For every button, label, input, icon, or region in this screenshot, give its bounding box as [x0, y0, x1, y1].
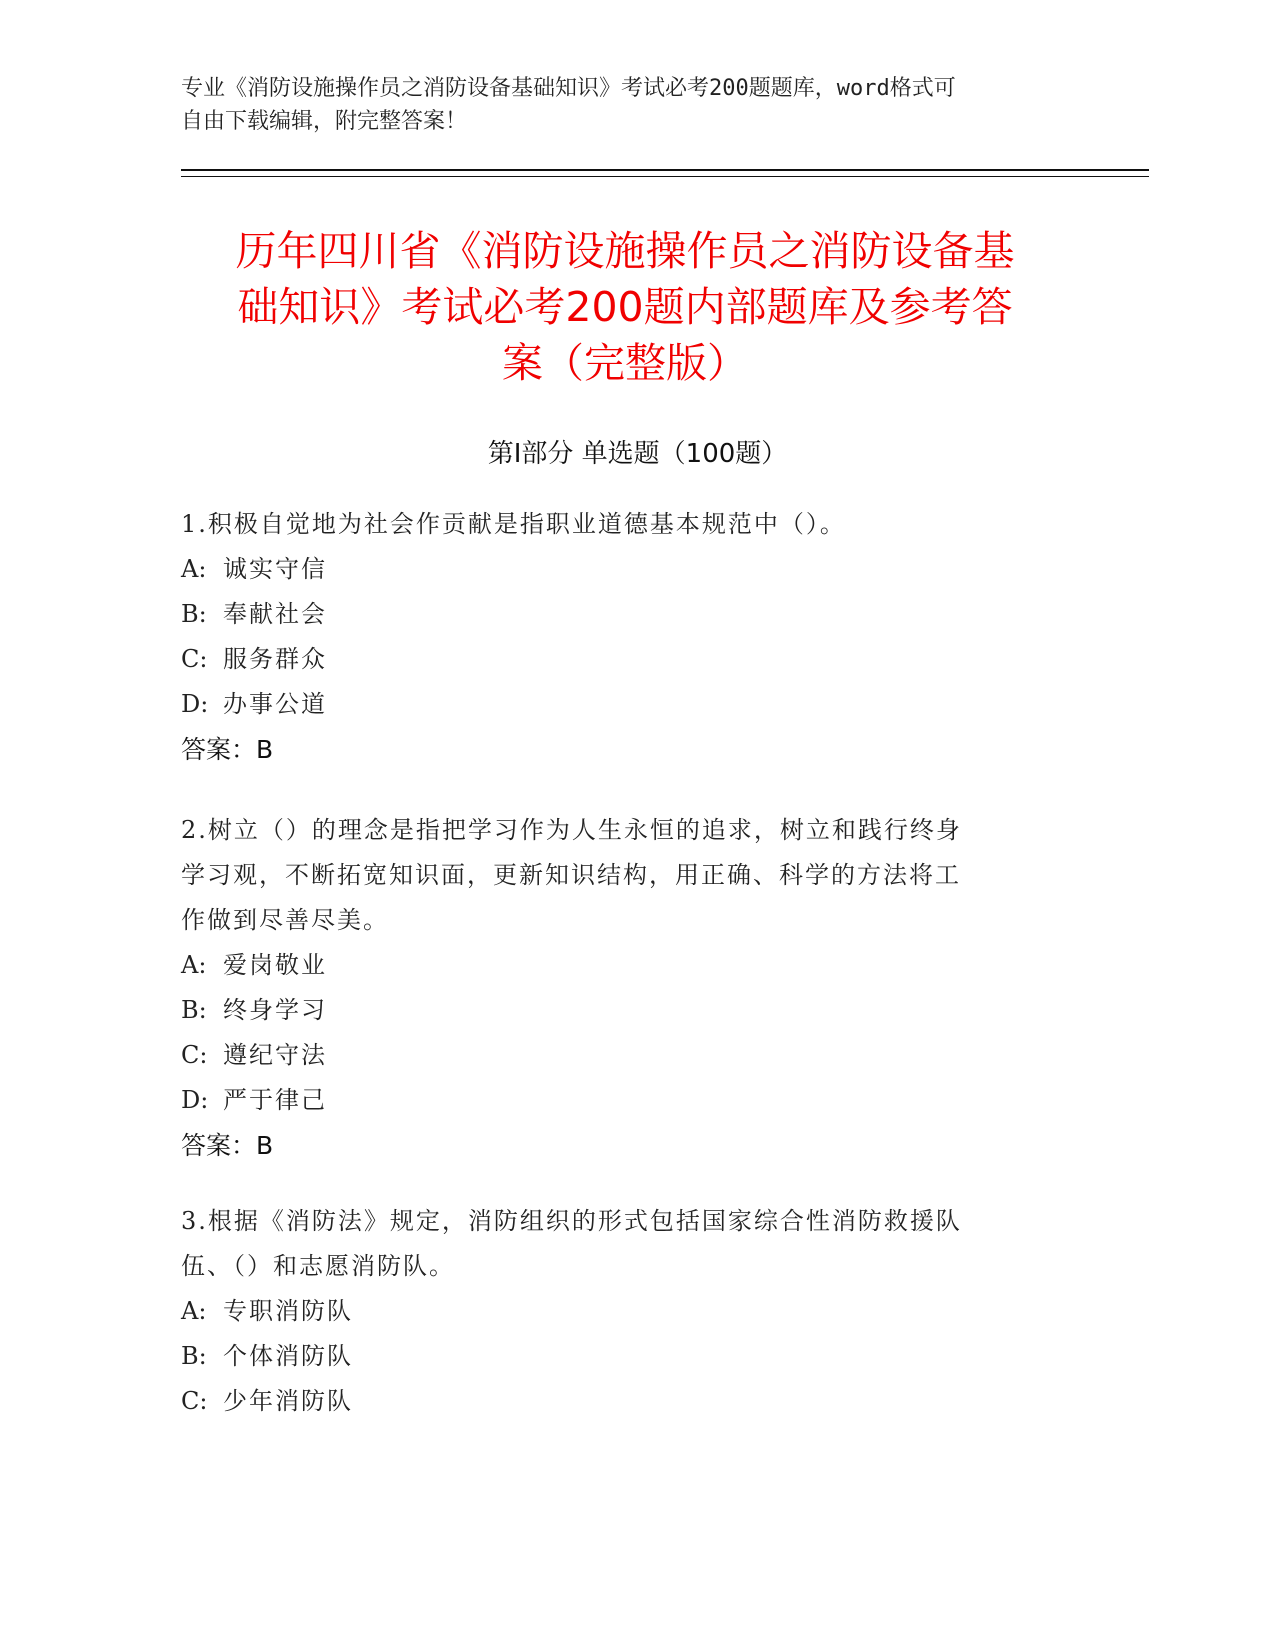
question-stem-line: 学习观，不断拓宽知识面，更新知识结构，用正确、科学的方法将工 [181, 861, 961, 889]
question-2 [181, 808, 1041, 1168]
option-d: D: 办事公道 [181, 690, 327, 718]
option-a: A: 爱岗敬业 [181, 951, 327, 979]
option-c: C: 少年消防队 [181, 1387, 353, 1415]
title-line-1: 历年四川省《消防设施操作员之消防设备基 [235, 227, 1015, 275]
option-b: B: 个体消防队 [181, 1342, 353, 1370]
question-stem-line: 作做到尽善尽美。 [181, 906, 389, 934]
option-b: B: 奉献社会 [181, 600, 327, 628]
header-rule-thin [181, 176, 1149, 177]
option-c: C: 遵纪守法 [181, 1041, 327, 1069]
question-stem-line: 3.根据《消防法》规定，消防组织的形式包括国家综合性消防救援队 [181, 1207, 962, 1235]
title-line-3: 案（完整版） [502, 339, 748, 387]
title-line-2: 础知识》考试必考200题内部题库及参考答 [237, 283, 1013, 331]
answer: 答案：B [181, 735, 274, 764]
header-note-line-2: 自由下载编辑，附完整答案！ [181, 109, 468, 134]
header-rule-thick [181, 169, 1149, 171]
question-stem-line: 伍、（）和志愿消防队。 [181, 1252, 455, 1280]
answer: 答案：B [181, 1131, 274, 1160]
option-a: A: 专职消防队 [181, 1297, 353, 1325]
option-d: D: 严于律己 [181, 1086, 327, 1114]
header-note-line-1: 专业《消防设施操作员之消防设备基础知识》考试必考200题题库，word格式可 [181, 76, 956, 101]
option-a: A: 诚实守信 [181, 555, 327, 583]
question-stem-line: 2.树立（）的理念是指把学习作为人生永恒的追求，树立和践行终身 [181, 816, 962, 844]
option-c: C: 服务群众 [181, 645, 327, 673]
question-1 [181, 502, 1041, 772]
document-title [181, 223, 1069, 391]
option-b: B: 终身学习 [181, 996, 327, 1024]
question-stem-line: 1.积极自觉地为社会作贡献是指职业道德基本规范中（）。 [181, 510, 846, 538]
question-3 [181, 1199, 1041, 1424]
section-heading: 第Ⅰ部分 单选题（100题） [487, 439, 788, 469]
header-note [181, 72, 1041, 138]
